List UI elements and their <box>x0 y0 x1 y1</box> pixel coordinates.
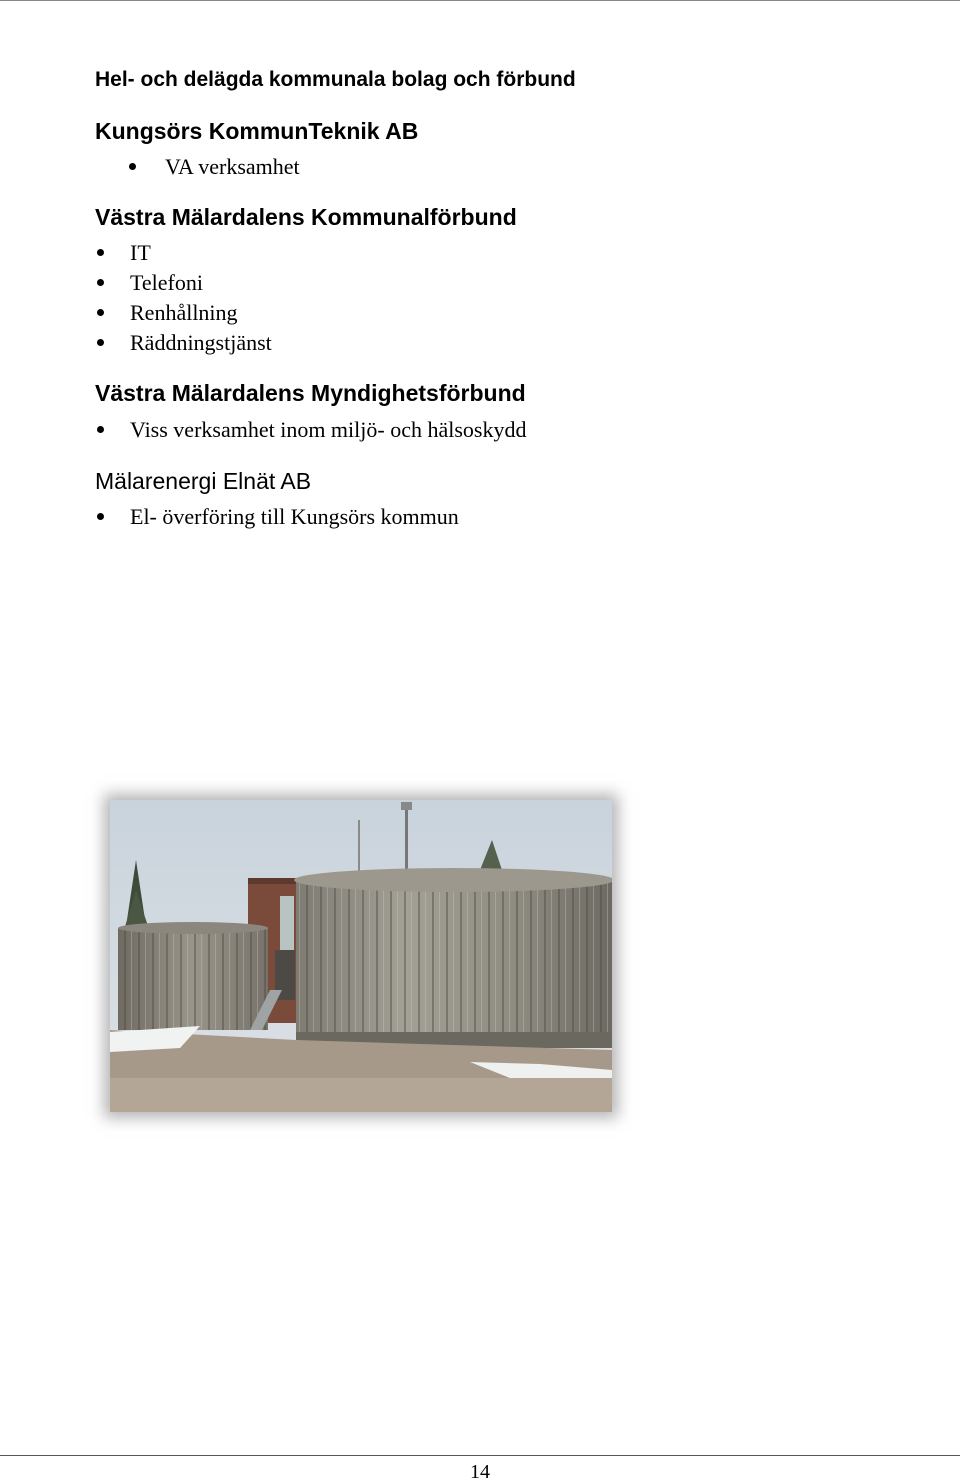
org-heading-malarenergi: Mälarenergi Elnät AB <box>95 468 312 494</box>
page-number: 14 <box>470 1461 490 1483</box>
bullet-icon <box>97 249 104 256</box>
footer-rule <box>0 1455 960 1456</box>
list-item: Renhållning <box>130 300 238 325</box>
list-item: Viss verksamhet inom miljö- och hälsoskydd <box>130 417 527 442</box>
water-tanks-illustration <box>110 800 612 1112</box>
bullet-icon <box>97 279 104 286</box>
bullet-icon <box>97 426 104 433</box>
bullet-icon <box>97 339 104 346</box>
list-item: VA verksamhet <box>165 154 300 179</box>
org-heading-vmkf: Västra Mälardalens Kommunalförbund <box>95 204 517 230</box>
bullet-icon <box>129 163 136 170</box>
list-item: El- överföring till Kungsörs kommun <box>130 504 459 529</box>
page-title: Hel- och delägda kommunala bolag och förbund <box>95 68 576 91</box>
water-tanks-photo <box>110 800 612 1112</box>
list-item: Räddningstjänst <box>130 330 272 355</box>
list-item: Telefoni <box>130 270 203 295</box>
bullet-icon <box>97 513 104 520</box>
top-border <box>0 0 960 1</box>
org-heading-vmmf: Västra Mälardalens Myndighetsförbund <box>95 380 526 406</box>
org-heading-kungsors-kommunteknik: Kungsörs KommunTeknik AB <box>95 118 419 144</box>
bullet-icon <box>97 309 104 316</box>
list-item: IT <box>130 240 151 265</box>
